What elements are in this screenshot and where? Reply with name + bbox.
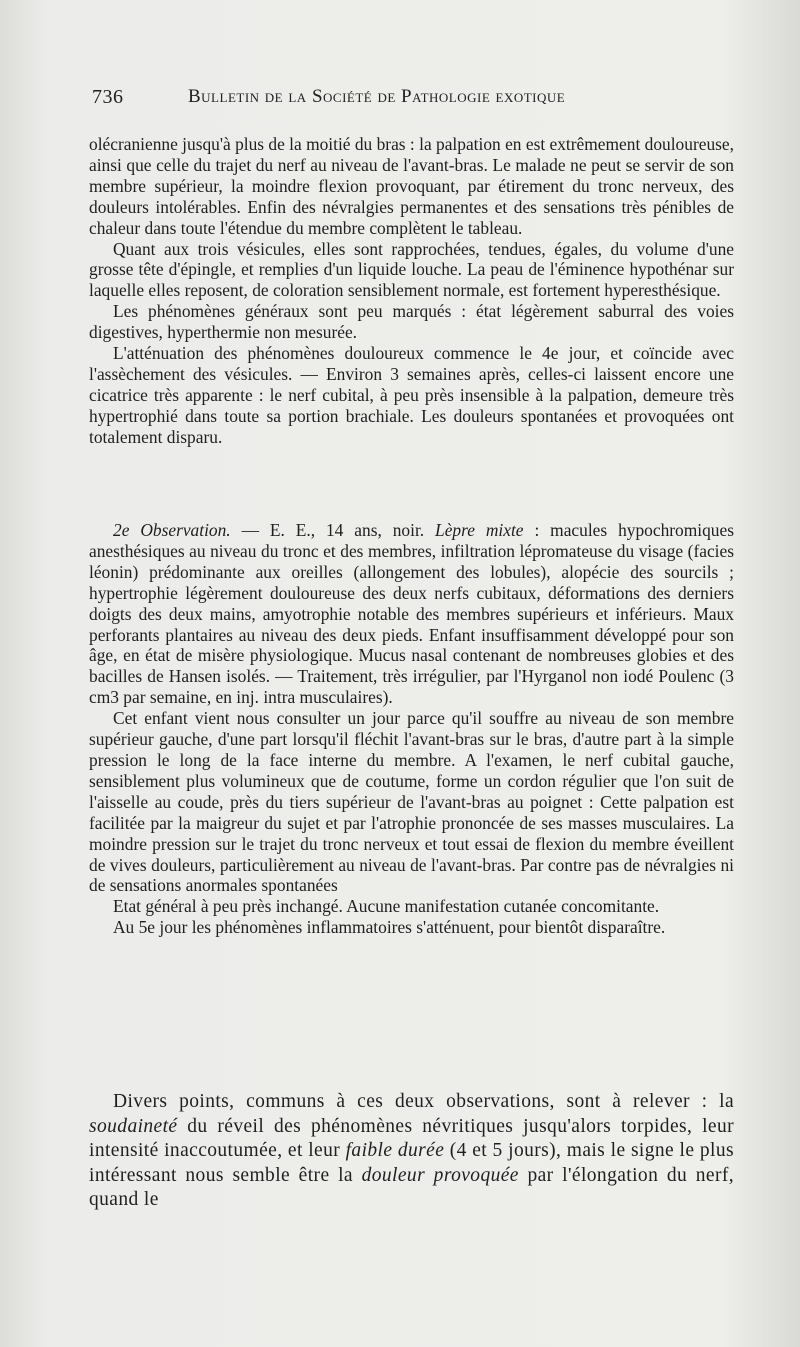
discussion-paragraph xyxy=(89,1090,734,1213)
text-run: (4 et 5 jours), mais le signe le plus intéressant nous semble être la xyxy=(89,1140,734,1186)
paragraph: L'atténuation des phénomènes douloureux commence le 4e jour, et coïncide avec l'assèchement des vésicules. — Environ 3 semaines après, celles-ci laissent encore une cicatrice très apparente : le nerf cubital, à peu près insensible à la palpation, demeure très hypertrophié dans toute sa portion brachiale. Les douleurs spontanées et provoquées ont totalement disparu. xyxy=(89,343,734,447)
page-number: 736 xyxy=(92,86,124,108)
text-run: Divers points, communs à ces deux observations, sont à relever : la xyxy=(113,1091,734,1112)
journal-title: Bulletin de la Société de Pathologie exotique xyxy=(188,86,566,107)
paragraph: Quant aux trois vésicules, elles sont rapprochées, tendues, égales, du volume d'une grosse tête d'épingle, et remplies d'un liquide louche. La peau de l'éminence hypothénar sur laquelle elles reposent, de coloration sensiblement normale, est fortement hyperesthésique. xyxy=(89,238,734,301)
observation-label: 2e Observation. xyxy=(113,520,231,540)
paragraph: Cet enfant vient nous consulter un jour parce qu'il souffre au niveau de son membre supérieur gauche, d'une part lorsqu'il fléchit l'avant-bras sur le bras, d'autre part à la simple pression le long de la face interne du membre. A l'examen, le nerf cubital gauche, sensiblement plus volumineux que de coutume, forme un cordon régulier que l'on suit de l'aisselle au coude, près du tiers supérieur de l'avant-bras au poignet : Cette palpation est facilitée par la maigreur du sujet et par l'atrophie prononcée de ses masses musculaires. La moindre pression sur le trajet du tronc nerveux et tout essai de flexion du membre éveillent de vives douleurs, particulièrement au niveau de l'avant-bras. Par contre pas de névralgies ni de sensations anormales spontanées xyxy=(89,708,734,896)
emphasis: soudaineté xyxy=(89,1115,178,1137)
discussion xyxy=(89,1090,734,1213)
paragraph: olécranienne jusqu'à plus de la moitié du bras : la palpation en est extrêmement douloureuse, ainsi que celle du trajet du nerf au niveau de l'avant-bras. Le malade ne peut se servir de son membre supérieur, la moindre flexion provoquant, par étirement du tronc nerveux, des douleurs intolérables. Enfin des névralgies permanentes et des sensations très pénibles de chaleur dans toute l'étendue du membre complètent le tableau. xyxy=(89,134,734,238)
observation-2 xyxy=(89,520,734,938)
diagnosis: Lèpre mixte xyxy=(435,520,524,540)
observation-1-continuation xyxy=(89,134,734,448)
paragraph: Etat général à peu près inchangé. Aucune manifestation cutanée concomitante. xyxy=(113,896,660,917)
text-run: par l'élongation du nerf, quand le xyxy=(89,1164,735,1210)
text-run: du réveil des phénomènes névritiques jusqu'alors torpides, leur intensité inaccoutumée, et leur xyxy=(89,1115,734,1161)
paragraph: Au 5e jour les phénomènes inflammatoires s'atténuent, pour bientôt disparaître. xyxy=(113,917,666,938)
paragraph: Les phénomènes généraux sont peu marqués : état légèrement saburral des voies digestives, hyperthermie non mesurée. xyxy=(89,301,734,343)
emphasis: douleur provoquée xyxy=(361,1164,519,1186)
patient-info: — E. E., 14 ans, noir. xyxy=(230,520,436,540)
emphasis: faible durée xyxy=(345,1140,445,1161)
symptoms: : macules hypochromiques anesthésiques au niveau du tronc et des membres, infiltration lépromateuse du visage (facies léonin) prédominante aux oreilles (allongement des lobules), alopécie des sourcils ; hypertrophie légèrement douloureuse des deux nerfs cubitaux, déformations des derniers doigts des deux mains, amyotrophie notable des membres supérieurs et inférieurs. Maux perforants plantaires au niveau des deux pieds. Enfant insuffisamment développé pour son âge, en état de misère physiologique. Mucus nasal contenant de nombreuses globies et des bacilles de Hansen isolés. — Traitement, très irrégulier, par l'Hyrganol non iodé Poulenc (3 cm3 par semaine, en inj. intra musculaires). xyxy=(89,520,734,708)
observation-2-intro xyxy=(89,520,734,708)
